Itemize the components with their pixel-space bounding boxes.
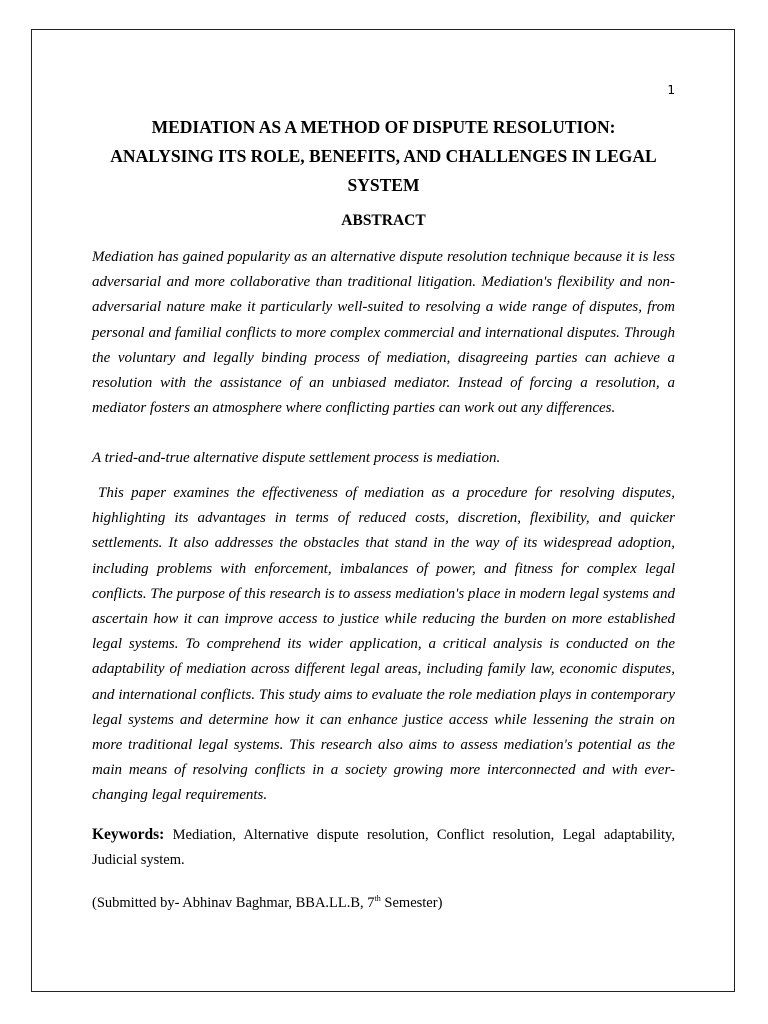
submission-superscript: th [374, 894, 381, 904]
submission-note [92, 892, 675, 914]
title-line-3: SYSTEM [347, 175, 420, 195]
submission-prefix: (Submitted by- Abhinav Baghmar, BBA.LL.B, 7 [92, 895, 375, 911]
abstract-paragraph-1: Mediation has gained popularity as an alternative dispute resolution technique because it is less adversarial and more collaborative than traditional litigation. Mediation's flexibility and non-adversarial nature make it particularly well-suited to resolving a wide range of disputes, from personal and familial conflicts to more complex commercial and international disputes. Through the voluntary and legally binding process of mediation, disagreeing parties can achieve a resolution with the assistance of an unbiased mediator. Instead of forcing a resolution, a mediator fosters an atmosphere where conflicting parties can work out any differences. [92, 249, 675, 417]
page-number: 1 [667, 83, 675, 97]
abstract-paragraph-3: This paper examines the effectiveness of mediation as a procedure for resolving disputes, highlighting its advantages in terms of reduced costs, discretion, flexibility, and quicker settlements. It also addresses the obstacles that stand in the way of its widespread adoption, including problems with enforcement, imbalances of power, and fitness for complex legal conflicts. The purpose of this research is to assess mediation's place in modern legal systems and ascertain how it can improve access to justice while reducing the burden on more established legal systems. To comprehend its wider application, a critical analysis is conducted on the adaptability of mediation across different legal areas, including family law, economic disputes, and international conflicts. This study aims to evaluate the role mediation plays in contemporary legal systems and determine how it can enhance justice access while lessening the strain on more traditional legal systems. This research also aims to assess mediation's potential as the main means of resolving conflicts in a society growing more interconnected and with ever-changing legal requirements. [92, 485, 675, 804]
keywords-label: Keywords: [92, 826, 165, 843]
title-line-2: ANALYSING ITS ROLE, BENEFITS, AND CHALLENGES IN LEGAL [110, 146, 657, 166]
abstract-heading: ABSTRACT [341, 212, 426, 229]
document-page [31, 29, 735, 992]
paper-title [92, 113, 675, 200]
title-line-1: MEDIATION AS A METHOD OF DISPUTE RESOLUTION: [151, 117, 616, 137]
keywords-block [92, 822, 675, 873]
keywords-text: Mediation, Alternative dispute resolution, Conflict resolution, Legal adaptability, Judicial system. [92, 827, 675, 868]
submission-suffix: Semester) [380, 895, 443, 911]
abstract-paragraph-2: A tried-and-true alternative dispute settlement process is mediation. [92, 450, 501, 466]
